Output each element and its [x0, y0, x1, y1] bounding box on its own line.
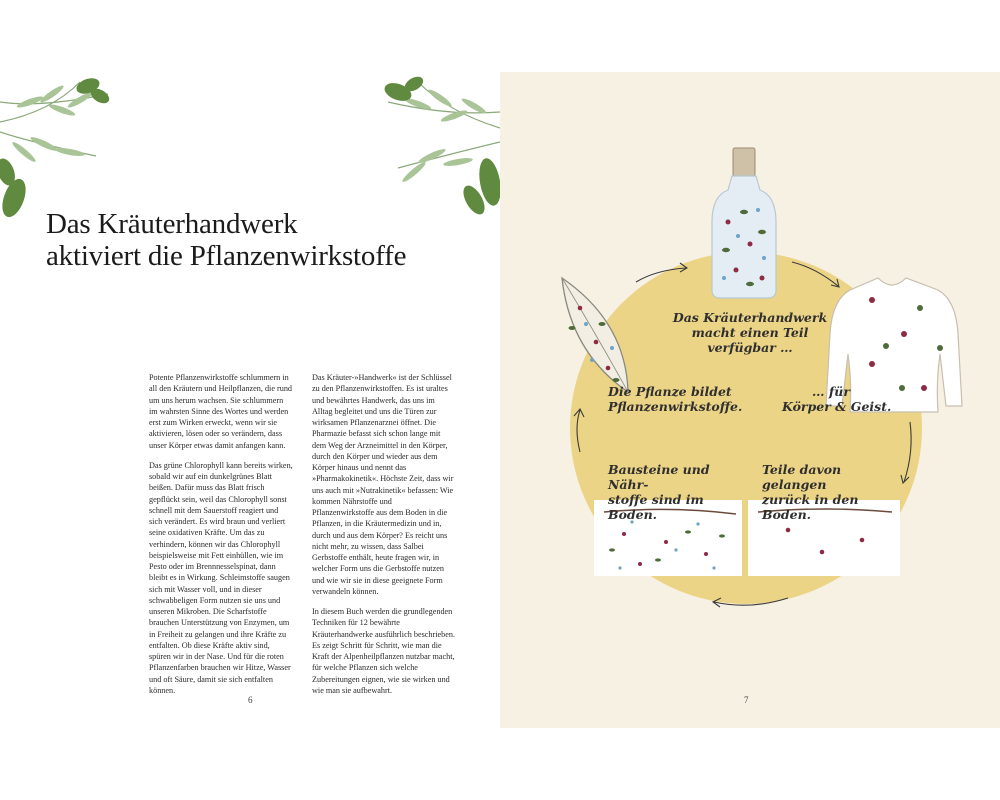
- bottle-with-dots-icon: [712, 148, 776, 298]
- title-line: aktiviert die Pflanzenwirkstoffe: [46, 240, 407, 272]
- label-line: stoffe sind im Boden.: [608, 492, 704, 522]
- paragraph: In diesem Buch werden die grundlegenden Techniken für 12 bewährte Kräuterhandwerke ausführlich beschrieben. Es zeigt Schritt für Schritt, wie man die Kraft der Alpenheilpflanzen nutzbar macht, für welche Pflanzen sich welche Zubereitungen eignen, wie sie wirken und wie man sie aufbewahrt.: [312, 607, 455, 695]
- label-line: Körper & Geist.: [782, 399, 892, 414]
- label-line: Das Kräuterhandwerk: [672, 310, 828, 325]
- body-column-left: [149, 372, 293, 705]
- diagram-label-body: [782, 384, 912, 414]
- paragraph: Potente Pflanzenwirkstoffe schlummern in all den Kräutern und Heilpflanzen, die rund um uns herum wachsen. Sie schlummern im wahrsten Sinne des Wortes und werden erst zum Wirken erweckt, wenn wir sie aktivieren, lösen oder so verändern, dass unser Körper etwas damit anfangen kann.: [149, 373, 293, 450]
- page-number: 6: [248, 695, 253, 705]
- diagram-label-craft: [660, 310, 840, 355]
- body-column-right: [312, 372, 456, 705]
- label-line: Bausteine und Nähr-: [608, 462, 710, 492]
- page-number: 7: [744, 695, 749, 705]
- label-line: Teile davon gelangen: [762, 462, 842, 492]
- paragraph: Das grüne Chlorophyll kann bereits wirken, sobald wir auf ein dunkelgrünes Blatt beißen. Dafür muss das Blatt frisch gepflückt sein, weil das Chlorophyll sonst schnell mit dem Sauerstoff reagiert und sich verändert. Es wird braun und verliert seine oxidativen Kräfte. Um das zu verhindern, können wir das Chlorophyll beispielsweise mit Fett einhüllen, wie im Pesto oder im Brennnesselspinat, dann bleibt es in Wirkung. Schleimstoffe saugen sich mit Wasser voll, und in dieser schwabbeligen Form nutzen sie uns und unseren Mikroben. Die Scharfstoffe brauchen Unterstützung von Enzymen, um in Freiheit zu gelangen und ihre Kräfte zu entfalten. Ob diese Kräfte aktiv sind, spüren wir in der Nase. Und für die roten Pflanzenfarben brauchen wir Hitze, Wasser und oft Säure, damit sie sich entfalten können.: [149, 460, 293, 695]
- right-page: [500, 72, 1000, 728]
- page-title: [46, 208, 406, 272]
- paragraph: Das Kräuter-»Handwerk« ist der Schlüssel zu den Pflanzenwirkstoffen. Es ist uraltes und bewährtes Handwerk, das uns im Alltag begleitet und uns die Türen zur wirksamen Pflanzenarznei öffnet. Die Pharmazie befasst sich schon lange mit dem Weg der Arzneimittel in den Körper, durch den Körper und wieder aus dem Körper hinaus und nennt das »Pharmakokinetik«. Höchste Zeit, dass wir uns auch mit »Nutrakinetik« befassen: Wie kommen Nährstoffe und Pflanzenwirkstoffe aus dem Boden in die Pflanzen, in die Kräutermedizin und in, durch und aus dem Körper? Es reicht uns nicht mehr, zu wissen, dass Salbei Gerbstoffe enthält, heute fragen wir, in welcher Form uns die Gerbstoffe nutzen und wie wir sie in diese geeignete Form verwandeln können.: [312, 373, 454, 596]
- diagram-label-plant: [608, 384, 758, 414]
- book-spread: [0, 72, 1000, 728]
- label-line: zurück in den Boden.: [762, 492, 859, 522]
- diagram-label-return-soil: [762, 462, 902, 522]
- label-line: macht einen Teil verfügbar …: [691, 325, 809, 355]
- title-line: Das Kräuterhandwerk: [46, 208, 298, 240]
- label-line: Die Pflanze bildet: [608, 384, 732, 399]
- herb-leaves-icon: [0, 72, 112, 222]
- left-page: [0, 72, 500, 728]
- label-line: Pflanzenwirkstoffe.: [608, 399, 743, 414]
- herb-leaves-icon: [378, 72, 500, 222]
- label-line: … für: [812, 384, 850, 399]
- diagram-label-soil-nutrients: [608, 462, 748, 522]
